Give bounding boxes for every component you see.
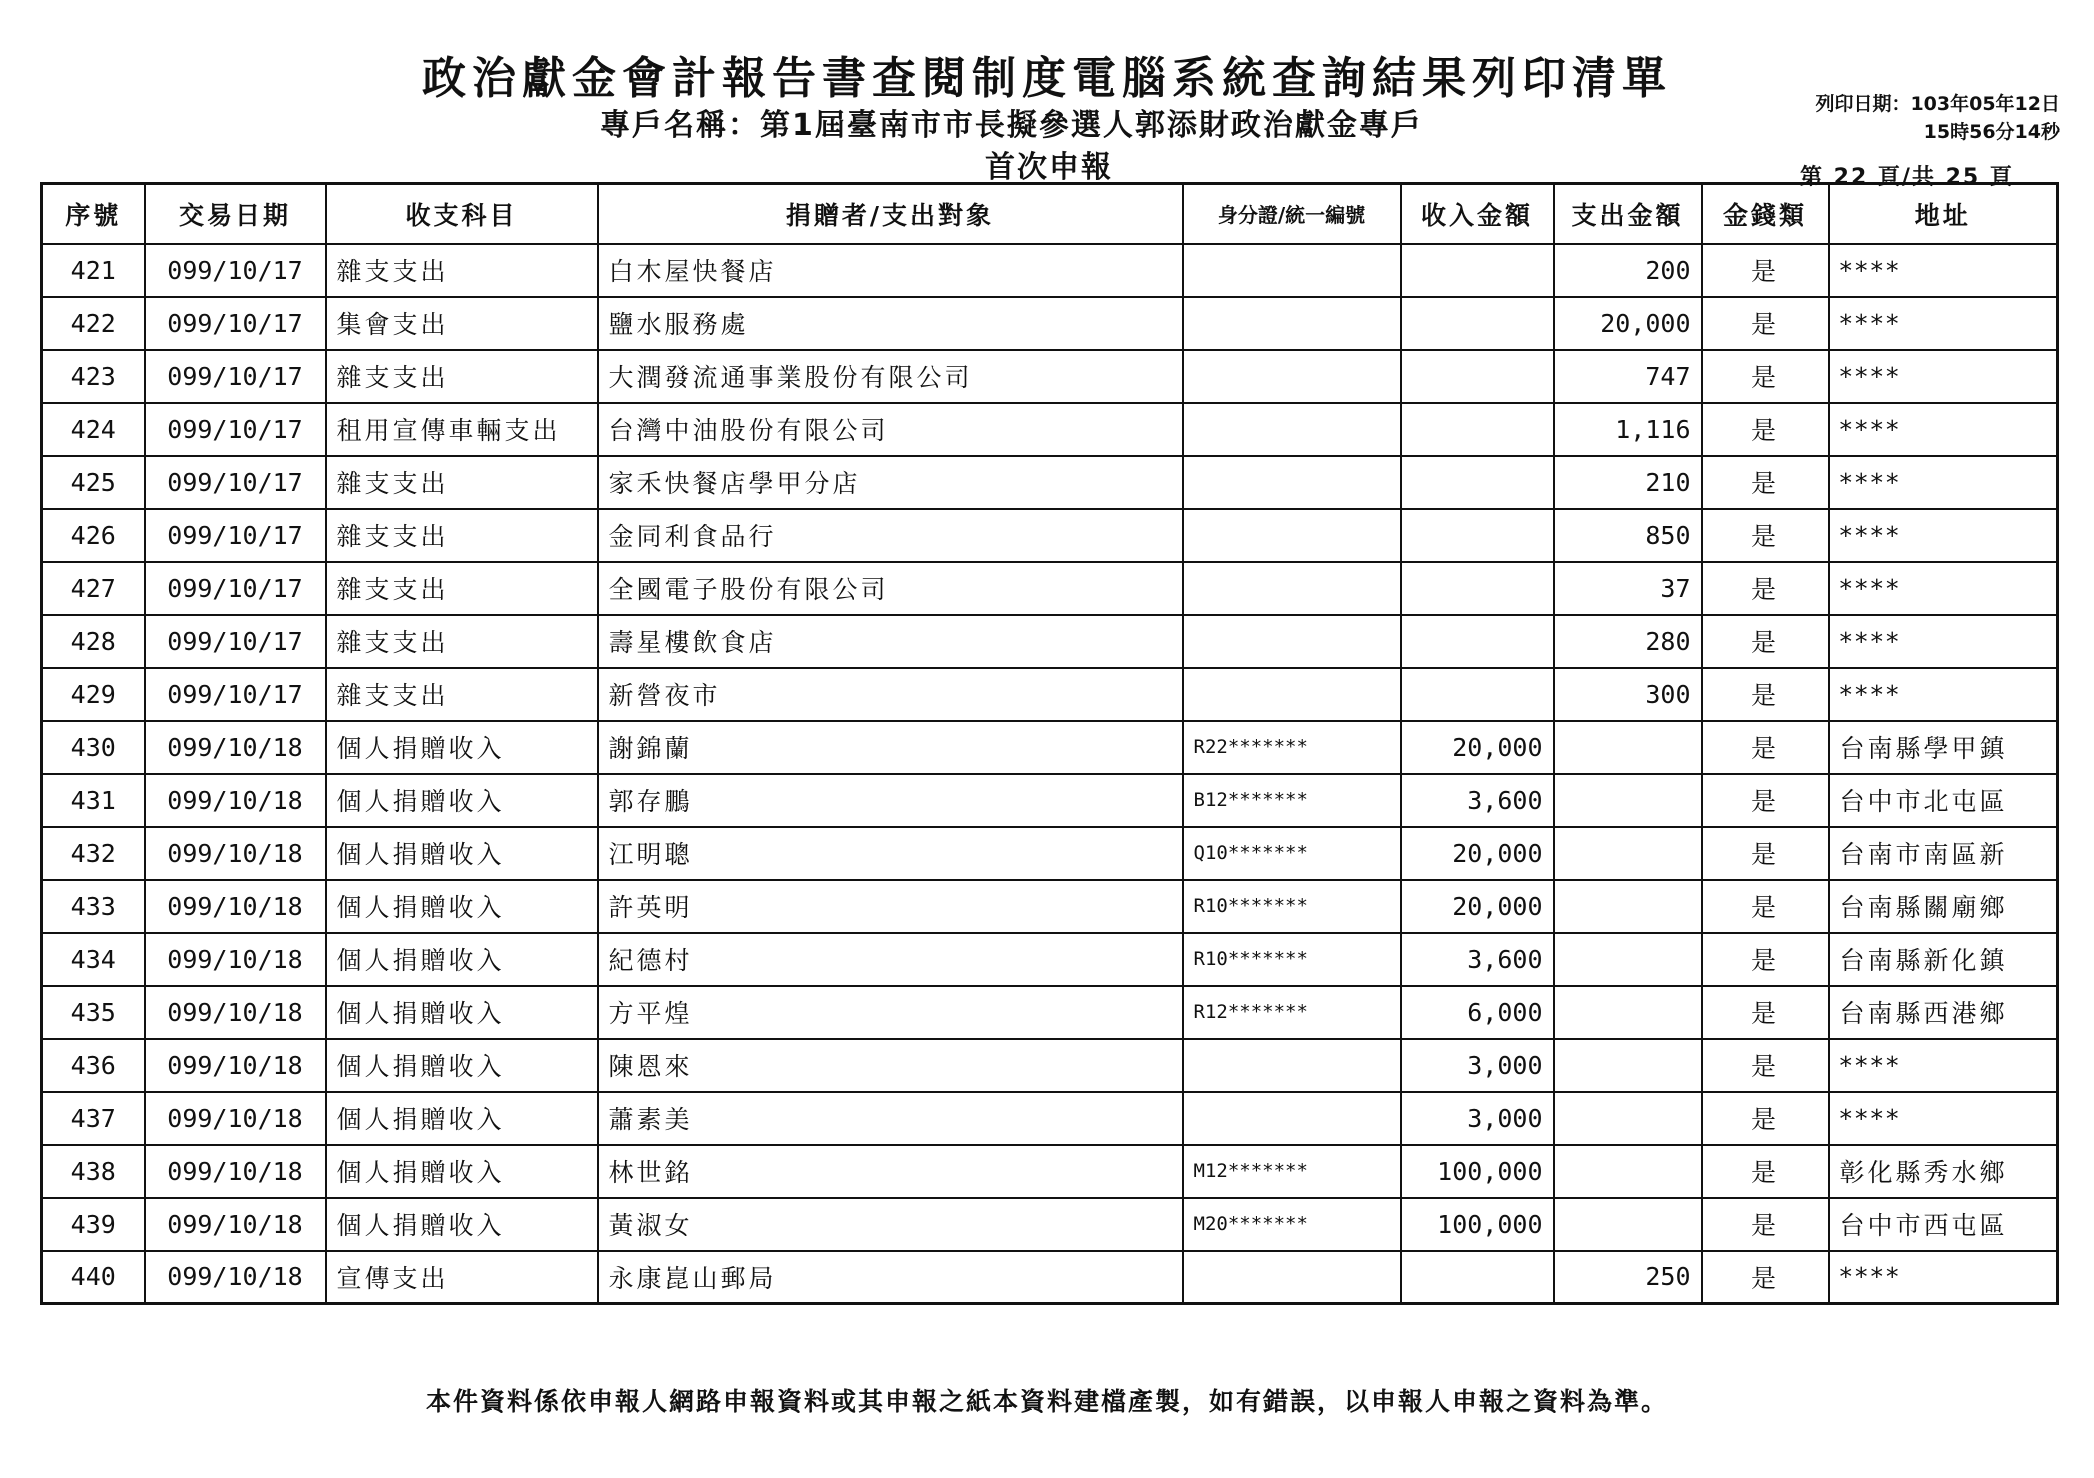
row-income <box>1401 668 1554 721</box>
table-row <box>42 244 2058 297</box>
row-counterparty: 蕭素美 <box>598 1092 1183 1145</box>
row-serial: 438 <box>42 1145 145 1198</box>
row-counterparty: 黃淑女 <box>598 1198 1183 1251</box>
row-address: **** <box>1829 562 2058 615</box>
row-income: 100,000 <box>1401 1145 1554 1198</box>
row-income <box>1401 615 1554 668</box>
row-cash-flag: 是 <box>1702 1251 1829 1304</box>
row-address: 台南縣關廟鄉 <box>1829 880 2058 933</box>
row-category: 宣傳支出 <box>326 1251 598 1304</box>
row-date: 099/10/18 <box>145 1198 326 1251</box>
row-serial: 427 <box>42 562 145 615</box>
row-id-number <box>1183 1251 1401 1304</box>
row-id-number <box>1183 615 1401 668</box>
table-row <box>42 350 2058 403</box>
row-category: 雜支支出 <box>326 562 598 615</box>
row-income <box>1401 1251 1554 1304</box>
row-counterparty: 方平煌 <box>598 986 1183 1039</box>
row-cash-flag: 是 <box>1702 668 1829 721</box>
row-income <box>1401 350 1554 403</box>
row-cash-flag: 是 <box>1702 986 1829 1039</box>
table-row <box>42 827 2058 880</box>
column-header: 支出金額 <box>1554 184 1702 244</box>
row-counterparty: 謝錦蘭 <box>598 721 1183 774</box>
row-counterparty: 新營夜市 <box>598 668 1183 721</box>
column-header: 交易日期 <box>145 184 326 244</box>
row-counterparty: 家禾快餐店學甲分店 <box>598 456 1183 509</box>
disclaimer-note: 本件資料係依申報人網路申報資料或其申報之紙本資料建檔產製，如有錯誤，以申報人申報之資料為準。 <box>425 1387 1668 1416</box>
row-address: **** <box>1829 1039 2058 1092</box>
row-date: 099/10/18 <box>145 721 326 774</box>
table-header-row <box>42 184 2058 244</box>
row-serial: 431 <box>42 774 145 827</box>
row-address: **** <box>1829 668 2058 721</box>
row-serial: 429 <box>42 668 145 721</box>
table-row <box>42 1198 2058 1251</box>
row-counterparty: 陳恩來 <box>598 1039 1183 1092</box>
row-id-number <box>1183 1039 1401 1092</box>
row-cash-flag: 是 <box>1702 350 1829 403</box>
row-category: 個人捐贈收入 <box>326 986 598 1039</box>
row-income: 20,000 <box>1401 827 1554 880</box>
print-time: 15時56分14秒 <box>1923 121 2060 143</box>
row-serial: 424 <box>42 403 145 456</box>
column-header: 收支科目 <box>326 184 598 244</box>
row-income: 3,600 <box>1401 774 1554 827</box>
row-date: 099/10/17 <box>145 456 326 509</box>
document-title: 政治獻金會計報告書查閱制度電腦系統查詢結果列印清單 <box>422 53 1672 104</box>
row-counterparty: 林世銘 <box>598 1145 1183 1198</box>
row-serial: 426 <box>42 509 145 562</box>
row-address: **** <box>1829 244 2058 297</box>
row-expense: 200 <box>1554 244 1702 297</box>
table-row <box>42 774 2058 827</box>
row-expense: 747 <box>1554 350 1702 403</box>
row-category: 個人捐贈收入 <box>326 774 598 827</box>
row-category: 雜支支出 <box>326 668 598 721</box>
row-counterparty: 台灣中油股份有限公司 <box>598 403 1183 456</box>
row-date: 099/10/17 <box>145 615 326 668</box>
row-income: 3,000 <box>1401 1039 1554 1092</box>
row-counterparty: 許英明 <box>598 880 1183 933</box>
row-date: 099/10/17 <box>145 509 326 562</box>
row-income <box>1401 456 1554 509</box>
row-category: 個人捐贈收入 <box>326 1092 598 1145</box>
row-id-number <box>1183 1092 1401 1145</box>
row-cash-flag: 是 <box>1702 562 1829 615</box>
row-address: 台中市西屯區 <box>1829 1198 2058 1251</box>
row-category: 雜支支出 <box>326 456 598 509</box>
table-row <box>42 721 2058 774</box>
row-serial: 435 <box>42 986 145 1039</box>
row-cash-flag: 是 <box>1702 774 1829 827</box>
table-row <box>42 1251 2058 1304</box>
table-row <box>42 403 2058 456</box>
table-row <box>42 509 2058 562</box>
row-counterparty: 紀德村 <box>598 933 1183 986</box>
row-id-number <box>1183 350 1401 403</box>
row-serial: 425 <box>42 456 145 509</box>
row-id-number <box>1183 403 1401 456</box>
row-expense <box>1554 1145 1702 1198</box>
row-date: 099/10/18 <box>145 1092 326 1145</box>
row-cash-flag: 是 <box>1702 615 1829 668</box>
row-category: 個人捐贈收入 <box>326 827 598 880</box>
row-income <box>1401 562 1554 615</box>
row-address: 台南市南區新 <box>1829 827 2058 880</box>
row-expense <box>1554 1039 1702 1092</box>
row-expense <box>1554 774 1702 827</box>
column-header: 收入金額 <box>1401 184 1554 244</box>
row-serial: 421 <box>42 244 145 297</box>
column-header: 地址 <box>1829 184 2058 244</box>
row-category: 雜支支出 <box>326 509 598 562</box>
row-serial: 434 <box>42 933 145 986</box>
row-category: 雜支支出 <box>326 350 598 403</box>
row-category: 集會支出 <box>326 297 598 350</box>
row-id-number: M20******* <box>1183 1198 1401 1251</box>
row-cash-flag: 是 <box>1702 456 1829 509</box>
row-serial: 439 <box>42 1198 145 1251</box>
row-cash-flag: 是 <box>1702 244 1829 297</box>
row-expense: 210 <box>1554 456 1702 509</box>
row-address: **** <box>1829 509 2058 562</box>
row-cash-flag: 是 <box>1702 1145 1829 1198</box>
row-address: 台中市北屯區 <box>1829 774 2058 827</box>
row-income: 3,600 <box>1401 933 1554 986</box>
row-address: **** <box>1829 615 2058 668</box>
row-date: 099/10/17 <box>145 668 326 721</box>
table-row <box>42 933 2058 986</box>
row-income: 20,000 <box>1401 880 1554 933</box>
row-counterparty: 永康崑山郵局 <box>598 1251 1183 1304</box>
row-expense: 20,000 <box>1554 297 1702 350</box>
row-date: 099/10/17 <box>145 297 326 350</box>
row-id-number: R12******* <box>1183 986 1401 1039</box>
row-serial: 422 <box>42 297 145 350</box>
row-income <box>1401 403 1554 456</box>
row-address: **** <box>1829 297 2058 350</box>
row-serial: 433 <box>42 880 145 933</box>
column-header: 序號 <box>42 184 145 244</box>
row-serial: 436 <box>42 1039 145 1092</box>
row-address: **** <box>1829 403 2058 456</box>
row-cash-flag: 是 <box>1702 1039 1829 1092</box>
row-counterparty: 江明聰 <box>598 827 1183 880</box>
row-id-number: R10******* <box>1183 933 1401 986</box>
row-date: 099/10/18 <box>145 1039 326 1092</box>
row-address: 台南縣學甲鎮 <box>1829 721 2058 774</box>
row-id-number <box>1183 456 1401 509</box>
row-date: 099/10/17 <box>145 350 326 403</box>
print-date: 列印日期：103年05年12日 <box>1815 93 2060 115</box>
row-date: 099/10/18 <box>145 986 326 1039</box>
row-category: 雜支支出 <box>326 615 598 668</box>
row-id-number <box>1183 668 1401 721</box>
row-category: 個人捐贈收入 <box>326 1145 598 1198</box>
row-category: 個人捐贈收入 <box>326 933 598 986</box>
account-name: 專戶名稱：第1屆臺南市市長擬參選人郭添財政治獻金專戶 <box>600 108 1423 143</box>
row-id-number: R22******* <box>1183 721 1401 774</box>
row-date: 099/10/17 <box>145 244 326 297</box>
row-id-number <box>1183 509 1401 562</box>
row-date: 099/10/18 <box>145 827 326 880</box>
row-expense: 250 <box>1554 1251 1702 1304</box>
row-date: 099/10/18 <box>145 1145 326 1198</box>
table-row <box>42 668 2058 721</box>
row-id-number <box>1183 297 1401 350</box>
table-row <box>42 615 2058 668</box>
row-date: 099/10/18 <box>145 774 326 827</box>
row-date: 099/10/18 <box>145 880 326 933</box>
row-id-number: Q10******* <box>1183 827 1401 880</box>
row-expense: 850 <box>1554 509 1702 562</box>
row-serial: 428 <box>42 615 145 668</box>
row-serial: 430 <box>42 721 145 774</box>
row-cash-flag: 是 <box>1702 1092 1829 1145</box>
row-date: 099/10/18 <box>145 933 326 986</box>
row-counterparty: 白木屋快餐店 <box>598 244 1183 297</box>
row-counterparty: 大潤發流通事業股份有限公司 <box>598 350 1183 403</box>
row-category: 租用宣傳車輛支出 <box>326 403 598 456</box>
row-expense <box>1554 1198 1702 1251</box>
row-address: **** <box>1829 1092 2058 1145</box>
print-info <box>1815 90 2060 146</box>
row-cash-flag: 是 <box>1702 933 1829 986</box>
table-row <box>42 880 2058 933</box>
row-counterparty: 壽星樓飲食店 <box>598 615 1183 668</box>
row-expense <box>1554 933 1702 986</box>
page-number: 第 22 頁/共 25 頁 <box>1800 165 2014 190</box>
table-row <box>42 1039 2058 1092</box>
row-serial: 440 <box>42 1251 145 1304</box>
row-id-number: R10******* <box>1183 880 1401 933</box>
row-expense <box>1554 880 1702 933</box>
table-row <box>42 297 2058 350</box>
row-expense <box>1554 986 1702 1039</box>
column-header: 身分證/統一編號 <box>1183 184 1401 244</box>
row-serial: 432 <box>42 827 145 880</box>
row-category: 個人捐贈收入 <box>326 1039 598 1092</box>
row-income: 3,000 <box>1401 1092 1554 1145</box>
row-income <box>1401 509 1554 562</box>
row-expense <box>1554 721 1702 774</box>
row-category: 雜支支出 <box>326 244 598 297</box>
report-type: 首次申報 <box>985 150 1113 185</box>
column-header: 捐贈者/支出對象 <box>598 184 1183 244</box>
row-income <box>1401 297 1554 350</box>
row-date: 099/10/17 <box>145 562 326 615</box>
transactions-table <box>40 182 2059 1305</box>
table-row <box>42 456 2058 509</box>
table-row <box>42 562 2058 615</box>
row-id-number <box>1183 244 1401 297</box>
row-id-number: M12******* <box>1183 1145 1401 1198</box>
row-income: 6,000 <box>1401 986 1554 1039</box>
table-row <box>42 986 2058 1039</box>
row-category: 個人捐贈收入 <box>326 1198 598 1251</box>
row-cash-flag: 是 <box>1702 403 1829 456</box>
column-header: 金錢類 <box>1702 184 1829 244</box>
row-serial: 437 <box>42 1092 145 1145</box>
row-expense: 300 <box>1554 668 1702 721</box>
row-income: 20,000 <box>1401 721 1554 774</box>
row-cash-flag: 是 <box>1702 509 1829 562</box>
row-income <box>1401 244 1554 297</box>
row-address: **** <box>1829 350 2058 403</box>
row-expense: 1,116 <box>1554 403 1702 456</box>
row-address: 台南縣西港鄉 <box>1829 986 2058 1039</box>
row-expense <box>1554 827 1702 880</box>
row-date: 099/10/18 <box>145 1251 326 1304</box>
row-counterparty: 鹽水服務處 <box>598 297 1183 350</box>
row-id-number <box>1183 562 1401 615</box>
row-category: 個人捐贈收入 <box>326 880 598 933</box>
row-serial: 423 <box>42 350 145 403</box>
row-expense: 280 <box>1554 615 1702 668</box>
table-row <box>42 1092 2058 1145</box>
row-address: 台南縣新化鎮 <box>1829 933 2058 986</box>
row-address: **** <box>1829 1251 2058 1304</box>
row-cash-flag: 是 <box>1702 880 1829 933</box>
row-counterparty: 金同利食品行 <box>598 509 1183 562</box>
row-id-number: B12******* <box>1183 774 1401 827</box>
row-counterparty: 全國電子股份有限公司 <box>598 562 1183 615</box>
row-cash-flag: 是 <box>1702 721 1829 774</box>
row-counterparty: 郭存鵬 <box>598 774 1183 827</box>
table-row <box>42 1145 2058 1198</box>
row-cash-flag: 是 <box>1702 1198 1829 1251</box>
row-category: 個人捐贈收入 <box>326 721 598 774</box>
row-cash-flag: 是 <box>1702 297 1829 350</box>
row-income: 100,000 <box>1401 1198 1554 1251</box>
row-expense <box>1554 1092 1702 1145</box>
row-address: 彰化縣秀水鄉 <box>1829 1145 2058 1198</box>
row-date: 099/10/17 <box>145 403 326 456</box>
row-address: **** <box>1829 456 2058 509</box>
row-cash-flag: 是 <box>1702 827 1829 880</box>
row-expense: 37 <box>1554 562 1702 615</box>
